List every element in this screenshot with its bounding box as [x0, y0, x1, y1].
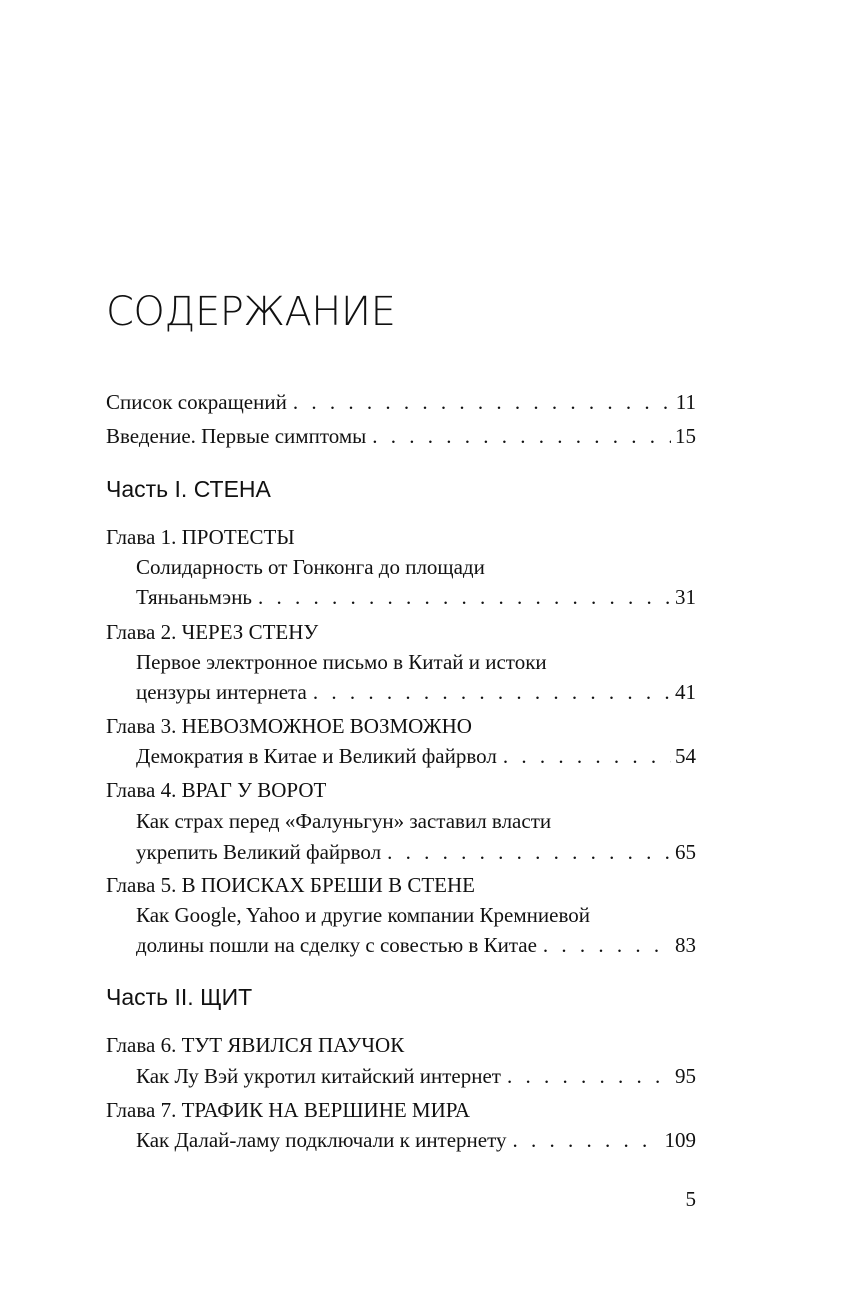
toc-page-number: 109 [664, 1128, 696, 1152]
dot-leader [293, 388, 672, 416]
chapter-heading-5[interactable]: Глава 5. В ПОИСКАХ БРЕШИ В СТЕНЕ [106, 873, 475, 897]
chapter-subtitle-entry-1[interactable] [136, 583, 696, 611]
toc-entry-text: Введение. Первые симптомы [106, 424, 367, 448]
chapter-subtitle-entry-7[interactable] [136, 1126, 696, 1154]
chapter-subtitle-line: Как страх перед «Фалуньгун» заставил власти [136, 809, 552, 833]
chapter-subtitle-line: укрепить Великий файрвол [136, 840, 382, 864]
chapter-heading-1[interactable]: Глава 1. ПРОТЕСТЫ [106, 525, 295, 549]
chapter-subtitle-line: цензуры интернета [136, 680, 307, 704]
part-heading-2: Часть II. ЩИТ [106, 984, 253, 1010]
toc-page-number: 15 [675, 424, 696, 448]
dot-leader [372, 422, 671, 450]
chapter-subtitle-entry-6[interactable] [136, 1062, 696, 1090]
dot-leader [258, 583, 671, 611]
dot-leader [503, 742, 671, 770]
part-heading-1: Часть I. СТЕНА [106, 476, 271, 502]
chapter-subtitle-line: Солидарность от Гонконга до площади [136, 555, 485, 579]
toc-entry-abbreviations[interactable] [106, 388, 696, 416]
chapter-heading-4[interactable]: Глава 4. ВРАГ У ВОРОТ [106, 778, 327, 802]
chapter-subtitle-line: Первое электронное письмо в Китай и истоки [136, 650, 547, 674]
toc-entry-text: Список сокращений [106, 390, 287, 414]
toc-page [106, 0, 696, 1311]
chapter-subtitle-line: долины пошли на сделку с совестью в Китае [136, 933, 537, 957]
chapter-heading-6[interactable]: Глава 6. ТУТ ЯВИЛСЯ ПАУЧОК [106, 1033, 405, 1057]
chapter-subtitle-line: Как Лу Вэй укротил китайский интернет [136, 1064, 501, 1088]
chapter-heading-2[interactable]: Глава 2. ЧЕРЕЗ СТЕНУ [106, 620, 319, 644]
chapter-heading-7[interactable]: Глава 7. ТРАФИК НА ВЕРШИНЕ МИРА [106, 1098, 470, 1122]
chapter-subtitle-line: Тяньаньмэнь [136, 585, 253, 609]
chapter-heading-3[interactable]: Глава 3. НЕВОЗМОЖНОЕ ВОЗМОЖНО [106, 714, 472, 738]
chapter-subtitle-entry-4[interactable] [136, 838, 696, 866]
chapter-subtitle-line: Демократия в Китае и Великий файрвол [136, 744, 497, 768]
chapter-subtitle-entry-2[interactable] [136, 678, 696, 706]
toc-page-number: 54 [675, 744, 696, 768]
dot-leader [313, 678, 671, 706]
toc-page-number: 11 [675, 390, 696, 414]
dot-leader [543, 931, 671, 959]
dot-leader [387, 838, 671, 866]
toc-page-number: 31 [675, 585, 696, 609]
toc-page-number: 65 [675, 840, 696, 864]
dot-leader [507, 1062, 671, 1090]
chapter-subtitle-line: Как Далай-ламу подключали к интернету [136, 1128, 507, 1152]
toc-page-number: 95 [675, 1064, 696, 1088]
toc-page-number: 83 [675, 933, 696, 957]
chapter-subtitle-line: Как Google, Yahoo и другие компании Кремниевой [136, 903, 590, 927]
chapter-subtitle-entry-5[interactable] [136, 931, 696, 959]
toc-entry-introduction[interactable] [106, 422, 696, 450]
page-title: СОДЕРЖАНИЕ [106, 289, 396, 335]
dot-leader [513, 1126, 661, 1154]
toc-page-number: 41 [675, 680, 696, 704]
chapter-subtitle-entry-3[interactable] [136, 742, 696, 770]
page-folio: 5 [685, 1187, 696, 1211]
